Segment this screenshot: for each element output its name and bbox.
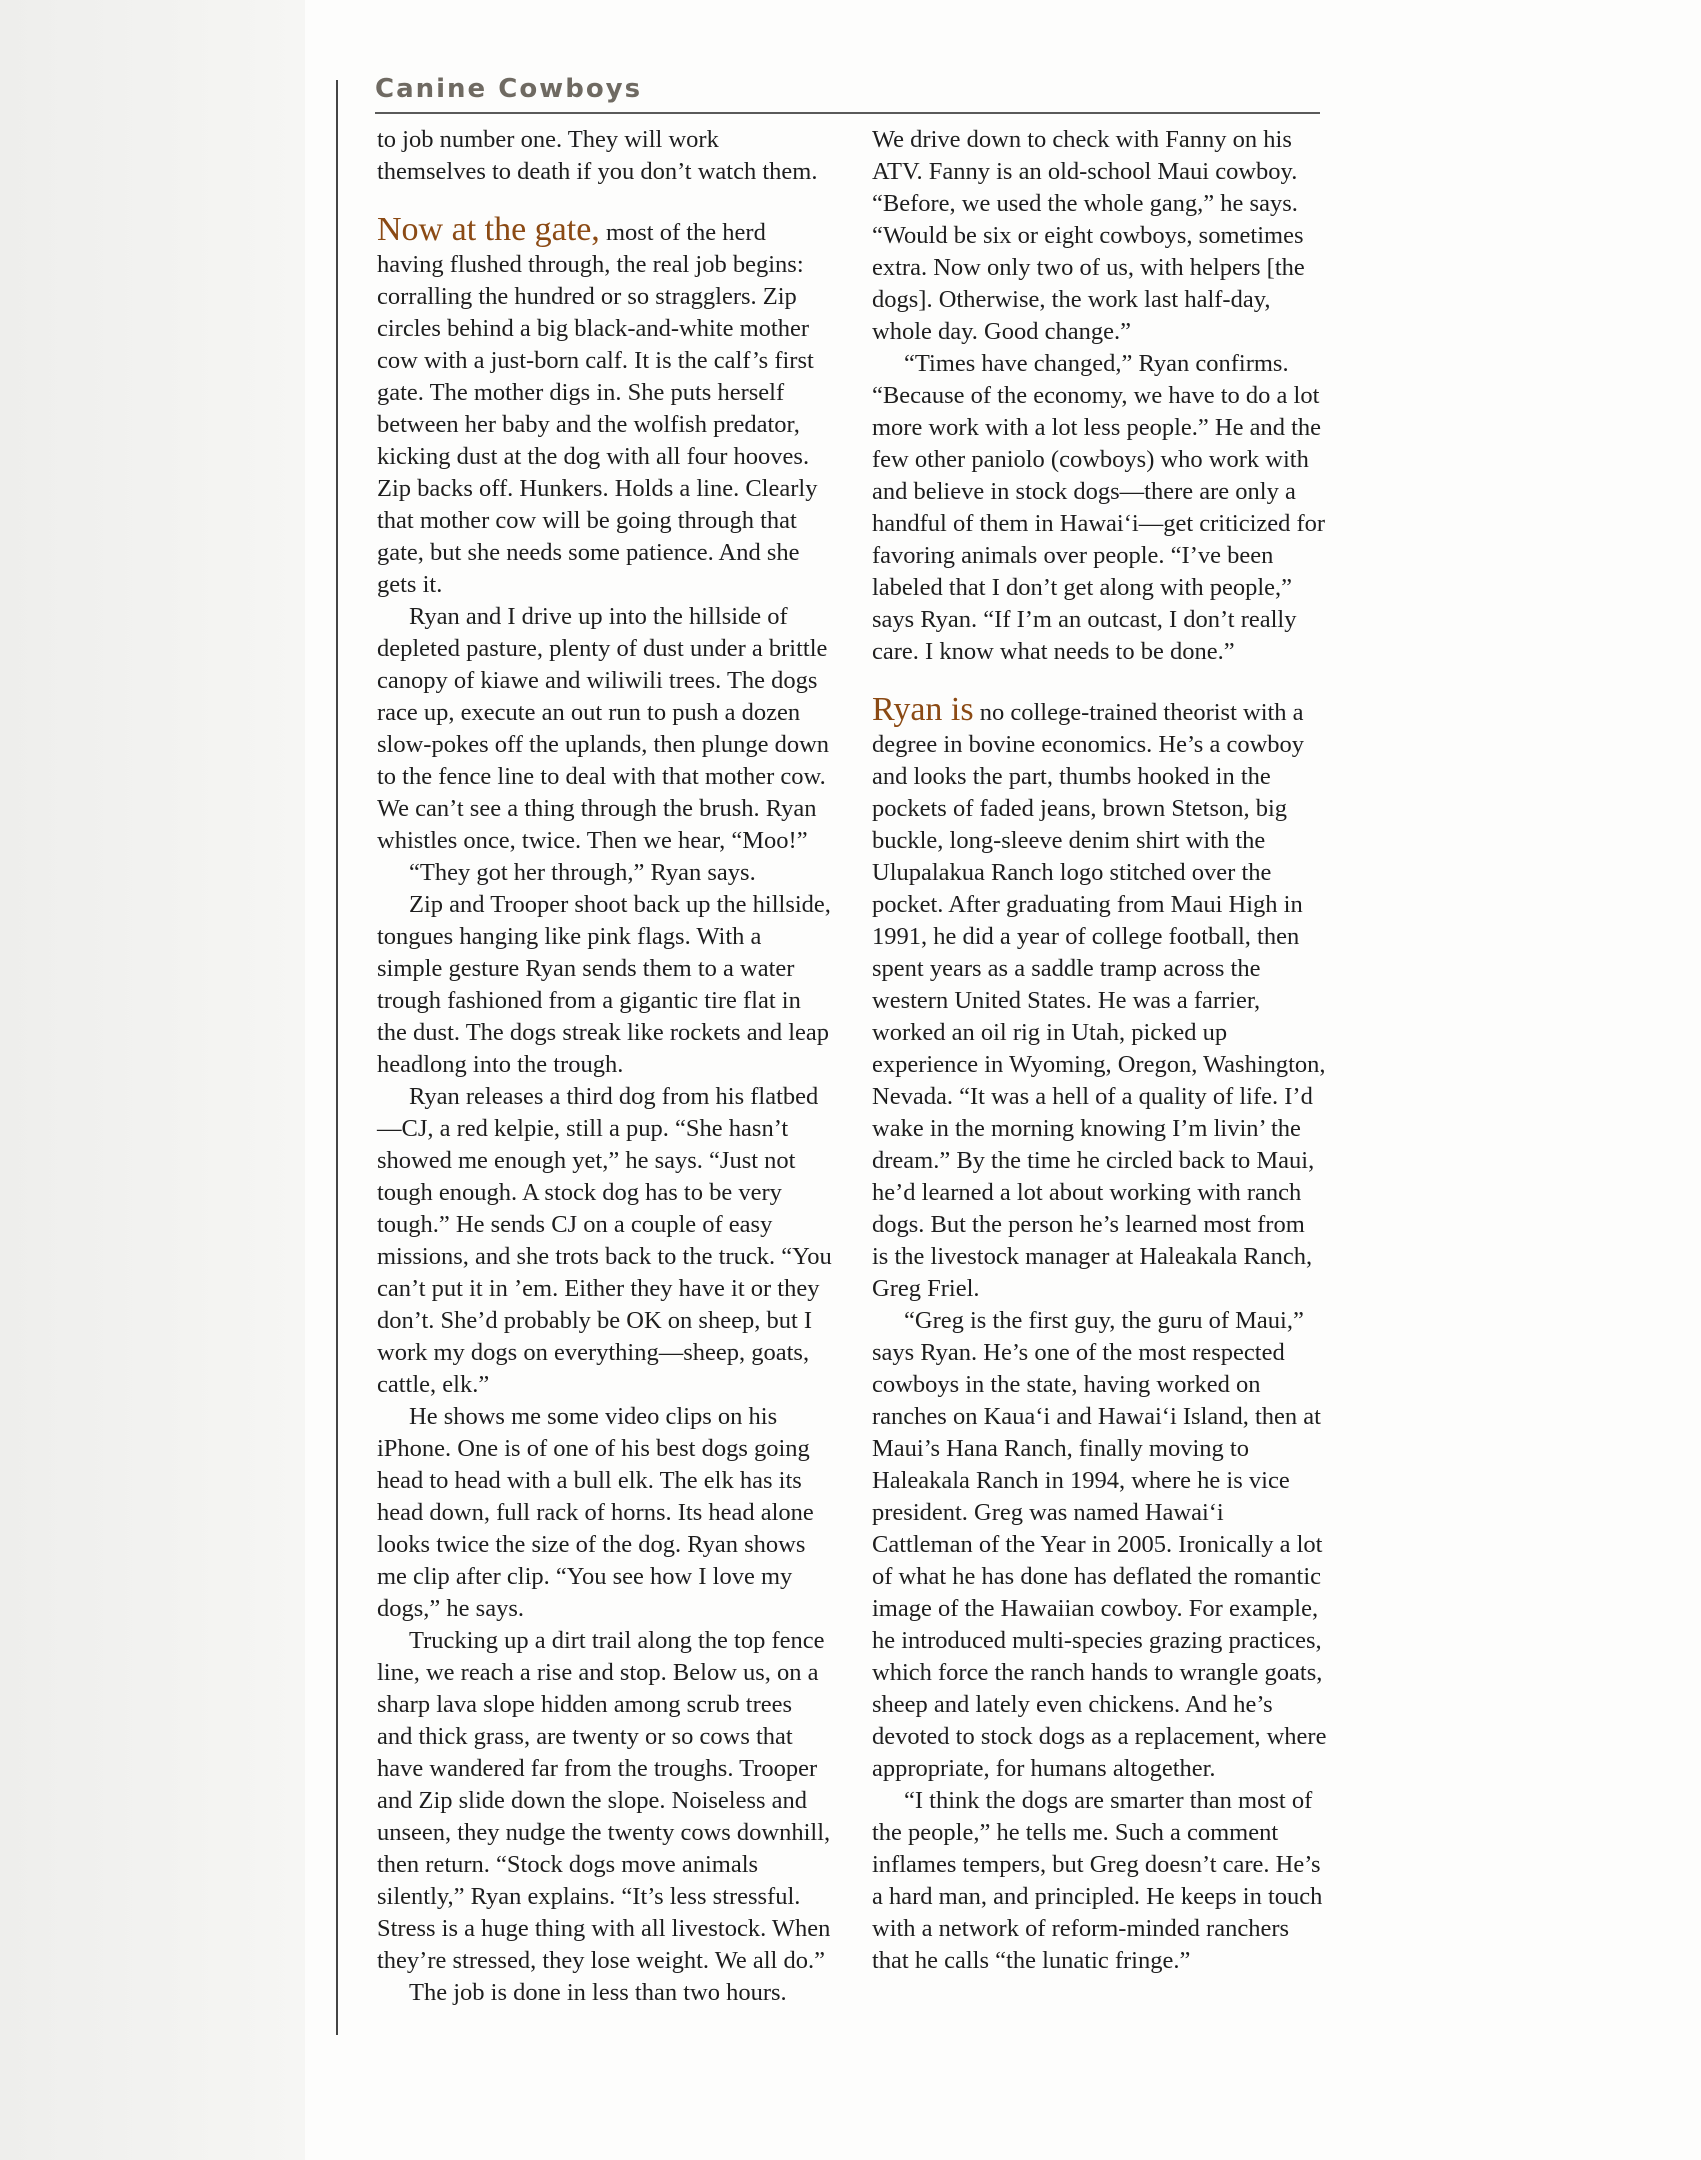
paragraph: to job number one. They will work themselves to death if you don’t watch them. bbox=[377, 126, 818, 185]
lead-in: Ryan is bbox=[872, 691, 974, 728]
section-title: Canine Cowboys bbox=[375, 74, 643, 104]
paragraph: Ryan releases a third dog from his flatbed—CJ, a red kelpie, still a pup. “She hasn’t showed me enough yet,” he says. “Just not tough enough. A stock dog has to be very tough.” He sends CJ on a couple of easy missions, and she trots back to the truck. “You can’t put it in ’em. Either they have it or they don’t. She’d probably be OK on sheep, but I work my dogs on everything—sheep, goats, cattle, elk.” bbox=[377, 1083, 832, 1398]
paragraph: “Times have changed,” Ryan confirms. “Because of the economy, we have to do a lot more work with a lot less people.” He and the few other paniolo (cowboys) who work with and believe in stock dogs—there are only a handful of them in Hawai‘i—get criticized for favoring animals over people. “I’ve been labeled that I don’t get along with people,” says Ryan. “If I’m an outcast, I don’t really care. I know what needs to be done.” bbox=[872, 350, 1326, 665]
paragraph-text: no college-trained theorist with a degree in bovine economics. He’s a cowboy and looks the part, thumbs hooked in the pockets of faded jeans, brown Stetson, big buckle, long-sleeve denim shirt with the Ulupalakua Ranch logo stitched over the pocket. After graduating from Maui High in 1991, he did a year of college football, then spent years as a saddle tramp across the western United States. He was a farrier, worked an oil rig in Utah, picked up experience in Wyoming, Oregon, Washington, Nevada. “It was a hell of a quality of life. I’d wake in the morning knowing I’m livin’ the dream.” By the time he circled back to Maui, he’d learned a lot about working with ranch dogs. But the person he’s learned most from is the livestock manager at Haleakala Ranch, Greg Friel. bbox=[872, 699, 1326, 1302]
page-header bbox=[375, 70, 1320, 114]
scan-margin bbox=[0, 0, 305, 2160]
paragraph: Zip and Trooper shoot back up the hillside, tongues hanging like pink flags. With a simple gesture Ryan sends them to a water trough fashioned from a gigantic tire flat in the dust. The dogs streak like rockets and leap headlong into the trough. bbox=[377, 891, 831, 1078]
column-rule bbox=[336, 80, 338, 2035]
left-column bbox=[377, 124, 832, 2009]
paragraph: “They got her through,” Ryan says. bbox=[409, 859, 756, 886]
paragraph: “Greg is the first guy, the guru of Maui,” says Ryan. He’s one of the most respected cowboys in the state, having worked on ranches on Kaua‘i and Hawai‘i Island, then at Maui’s Hana Ranch, finally moving to Haleakala Ranch in 1994, where he is vice president. Greg was named Hawai‘i Cattleman of the Year in 2005. Ironically a lot of what he has done has deflated the romantic image of the Hawaiian cowboy. For example, he introduced multi-species grazing practices, which force the ranch hands to wrangle goats, sheep and lately even chickens. And he’s devoted to stock dogs as a replacement, where appropriate, for humans altogether. bbox=[872, 1307, 1327, 1782]
lead-paragraph bbox=[377, 211, 832, 601]
paragraph: We drive down to check with Fanny on his ATV. Fanny is an old-school Maui cowboy. “Before, we used the whole gang,” he says. “Would be six or eight cowboys, sometimes extra. Now only two of us, with helpers [the dogs]. Otherwise, the work last half-day, whole day. Good change.” bbox=[872, 126, 1305, 345]
paragraph: He shows me some video clips on his iPhone. One is of one of his best dogs going head to head with a bull elk. The elk has its head down, full rack of horns. Its head alone looks twice the size of the dog. Ryan shows me clip after clip. “You see how I love my dogs,” he says. bbox=[377, 1403, 814, 1622]
paragraph: “I think the dogs are smarter than most of the people,” he tells me. Such a comment inflames tempers, but Greg doesn’t care. He’s a hard man, and principled. He keeps in touch with a network of reform-minded ranchers that he calls “the lunatic fringe.” bbox=[872, 1787, 1323, 1974]
paragraph: Ryan and I drive up into the hillside of depleted pasture, plenty of dust under a brittle canopy of kiawe and wiliwili trees. The dogs race up, execute an out run to push a dozen slow-pokes off the uplands, then plunge down to the fence line to deal with that mother cow. We can’t see a thing through the brush. Ryan whistles once, twice. Then we hear, “Moo!” bbox=[377, 603, 830, 854]
lead-in: Now at the gate, bbox=[377, 211, 600, 248]
right-column bbox=[872, 124, 1327, 1977]
paragraph: Trucking up a dirt trail along the top fence line, we reach a rise and stop. Below us, on a sharp lava slope hidden among scrub trees and thick grass, are twenty or so cows that have wandered far from the troughs. Trooper and Zip slide down the slope. Noiseless and unseen, they nudge the twenty cows downhill, then return. “Stock dogs move animals silently,” Ryan explains. “It’s less stressful. Stress is a huge thing with all livestock. When they’re stressed, they lose weight. We all do.” bbox=[377, 1627, 831, 1974]
paragraph-text: most of the herd having flushed through, the real job begins: corralling the hundred or so stragglers. Zip circles behind a big black-and-white mother cow with a just-born calf. It is the calf’s first gate. The mother digs in. She puts herself between her baby and the wolfish predator, kicking dust at the dog with all four hooves. Zip backs off. Hunkers. Holds a line. Clearly that mother cow will be going through that gate, but she needs some patience. And she gets it. bbox=[377, 219, 818, 598]
lead-paragraph bbox=[872, 691, 1327, 1305]
paragraph: The job is done in less than two hours. bbox=[409, 1979, 787, 2006]
